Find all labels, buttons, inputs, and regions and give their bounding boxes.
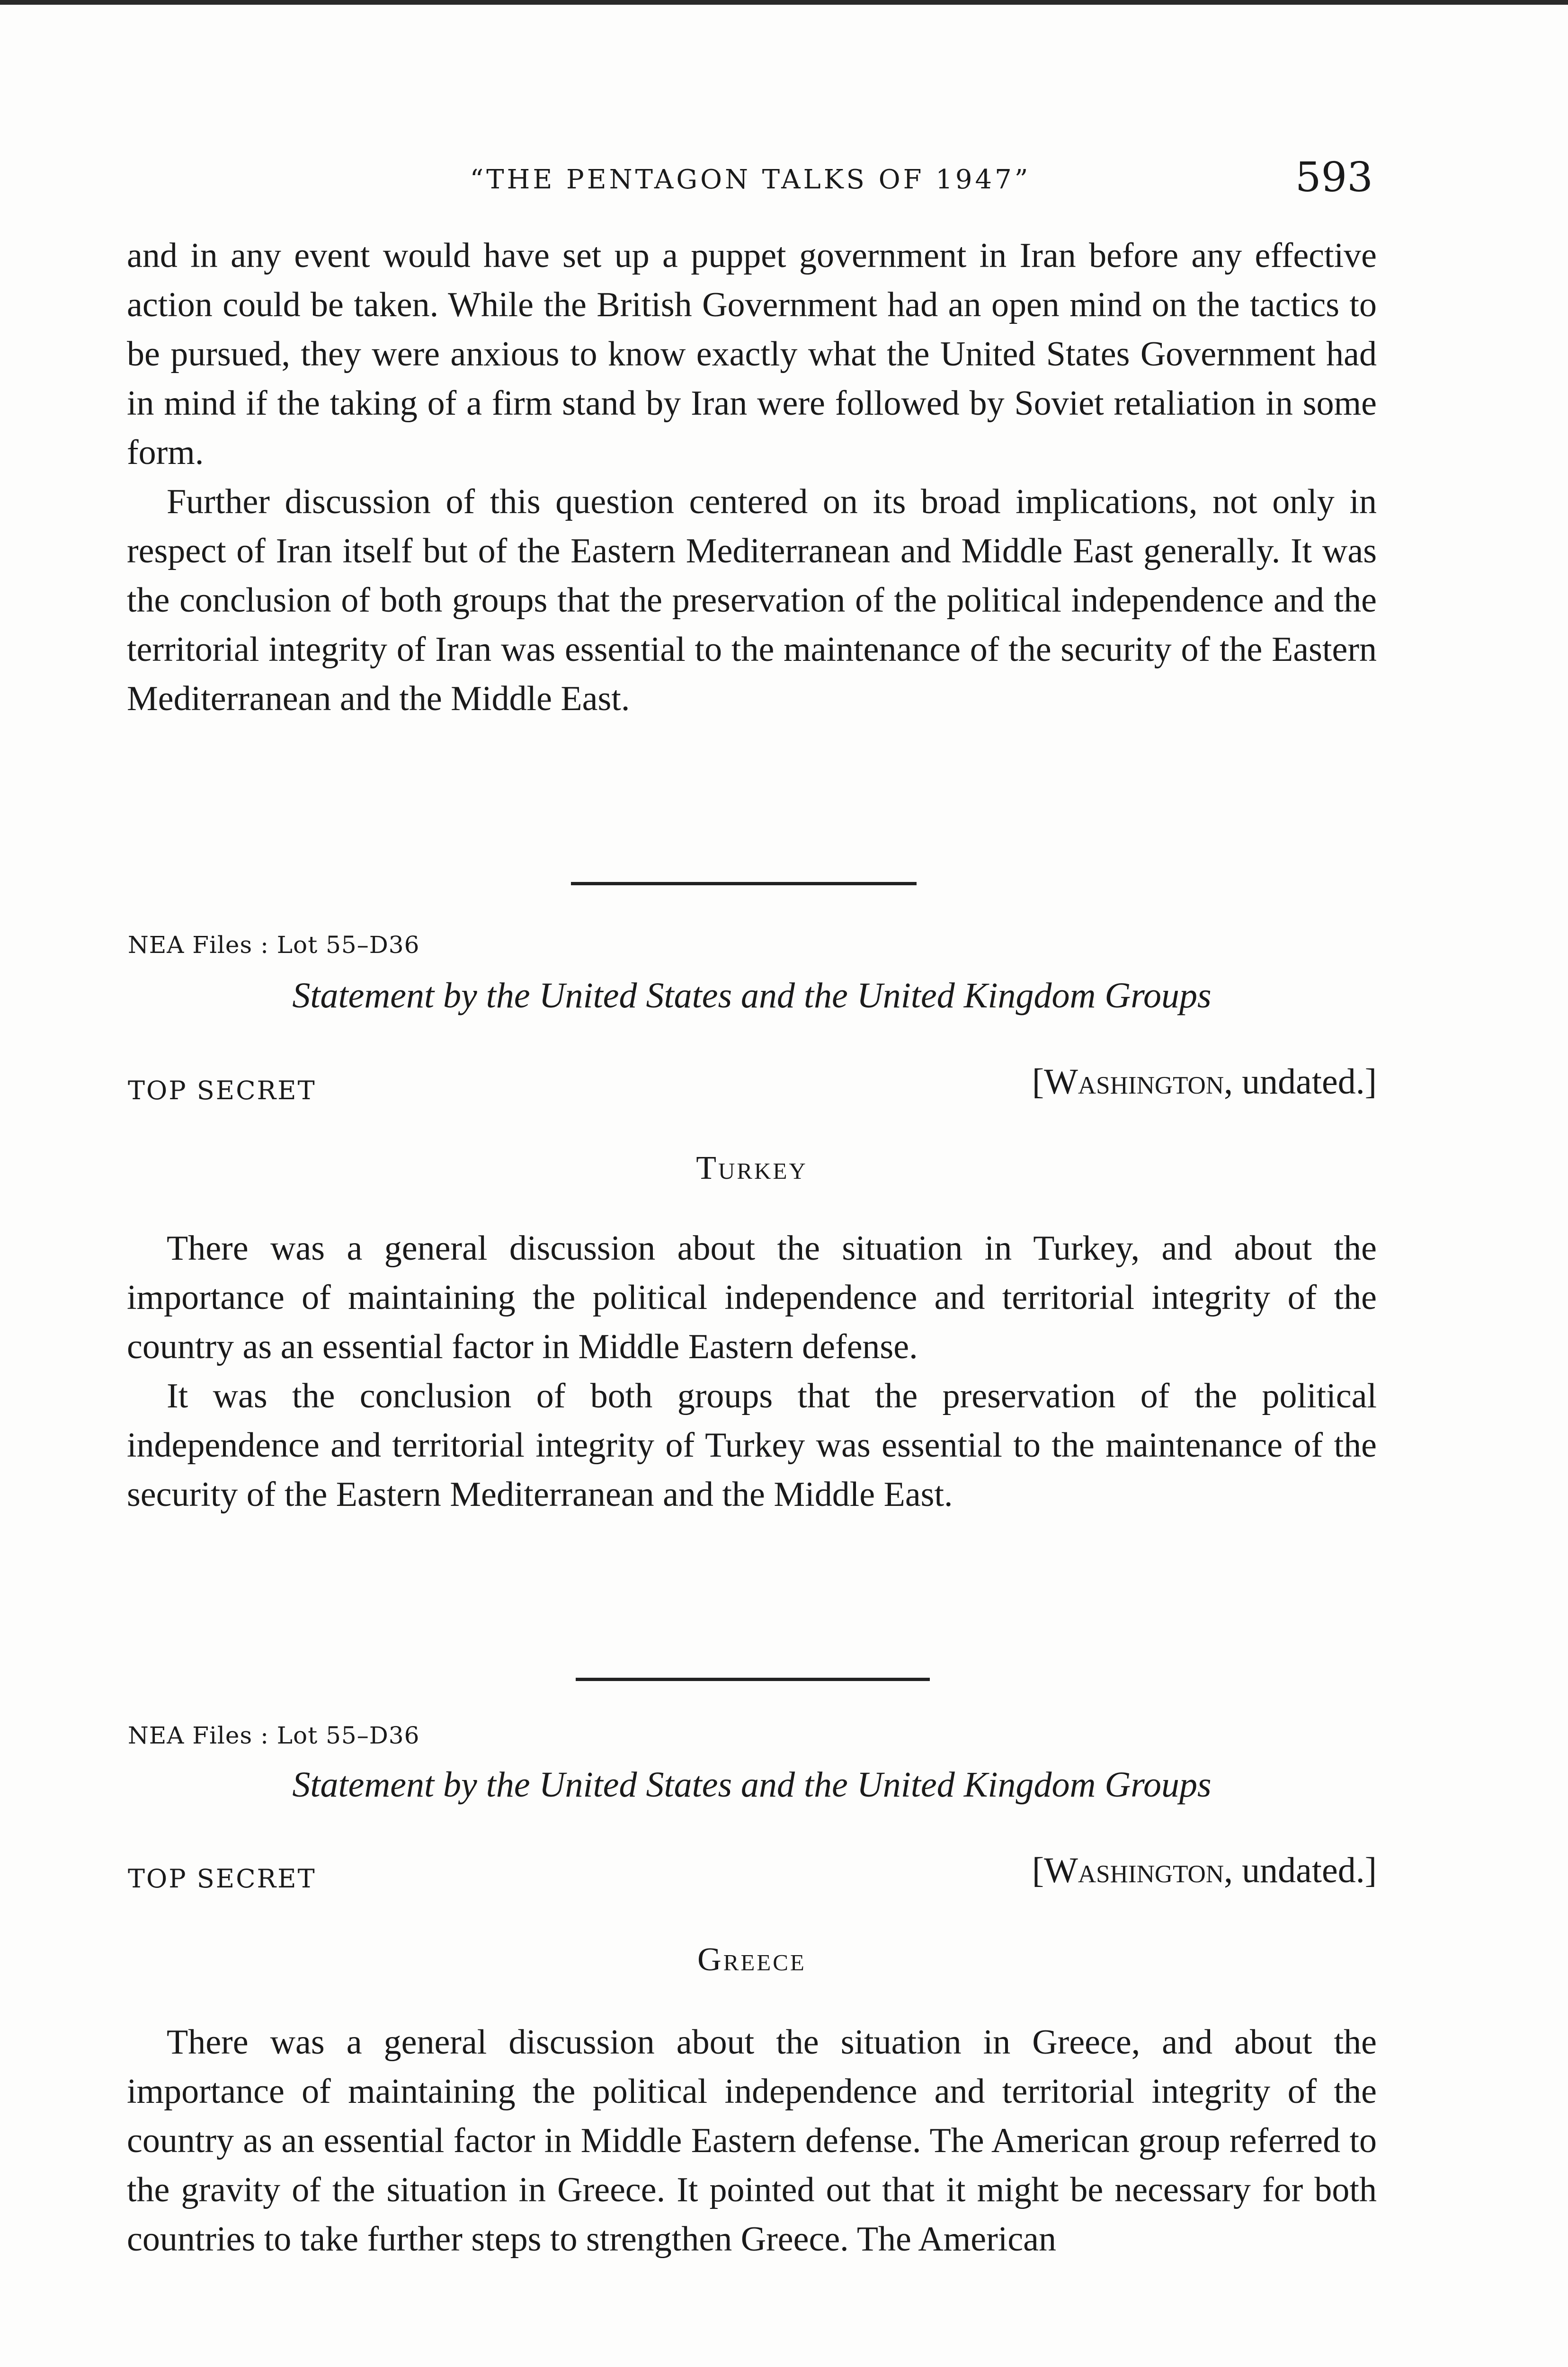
file-reference-greece: NEA Files : Lot 55–D36: [128, 1722, 420, 1749]
section-heading-turkey: Turkey: [696, 1150, 808, 1186]
place-name: Washington: [1044, 1062, 1224, 1102]
file-reference-turkey: NEA Files : Lot 55–D36: [128, 931, 420, 959]
place-bracket: [: [1032, 1851, 1044, 1890]
intro-paragraph-1: and in any event would have set up a puppet government in Iran before any effective action could be taken. While the British Government had an open mind on the tactics to be pursued, they were anxious to know exactly what the United States Government had in mind if the taking of a firm stand by Iran were followed by Soviet retaliation in some form.: [127, 236, 1377, 472]
running-head: [128, 154, 1373, 206]
section-divider-1: [571, 882, 917, 885]
classification-turkey: TOP SECRET: [128, 1076, 316, 1105]
date-text: , undated.]: [1224, 1062, 1377, 1102]
turkey-text: [127, 1224, 1377, 1519]
place-name: Washington: [1044, 1851, 1224, 1890]
classification-greece: TOP SECRET: [128, 1864, 316, 1894]
running-title: “THE PENTAGON TALKS OF 1947”: [470, 164, 1031, 195]
turkey-paragraph-2: It was the conclusion of both groups that the preservation of the political independence and territorial integrity of Turkey was essential to the maintenance of the security of the Eastern Mediterranean and the Middle East.: [127, 1377, 1377, 1514]
greece-paragraph-1: There was a general discussion about the situation in Greece, and about the importance of maintaining the political independence and territorial integrity of the country as an essential factor in Middle Eastern defense. The American group referred to the gravity of the situation in Greece. It pointed out that it might be necessary for both countries to take further steps to strengthen Greece. The American: [127, 2023, 1377, 2259]
page-number: 593: [1295, 154, 1373, 201]
greece-text: [127, 2018, 1377, 2264]
intro-text: [127, 231, 1377, 723]
place-date-turkey: [1032, 1061, 1377, 1103]
date-text: , undated.]: [1224, 1851, 1377, 1890]
intro-paragraph-2: Further discussion of this question centered on its broad implications, not only in respect of Iran itself but of the Eastern Mediterranean and Middle East generally. It was the conclusion of both groups that the preservation of the political independence and the territorial integrity of Iran was essential to the maintenance of the security of the Eastern Mediterranean and the Middle East.: [127, 482, 1377, 718]
place-date-greece: [1032, 1850, 1377, 1891]
section-heading-greece: Greece: [697, 1941, 806, 1978]
section-divider-2: [576, 1678, 930, 1681]
document-title-turkey: Statement by the United States and the United Kingdom Groups: [292, 976, 1212, 1015]
turkey-paragraph-1: There was a general discussion about the situation in Turkey, and about the importance of maintaining the political independence and territorial integrity of the country as an essential factor in Middle Eastern defense.: [127, 1229, 1377, 1366]
top-edge-rule: [0, 0, 1568, 5]
document-title-greece: Statement by the United States and the United Kingdom Groups: [292, 1765, 1212, 1805]
place-bracket: [: [1032, 1062, 1044, 1102]
